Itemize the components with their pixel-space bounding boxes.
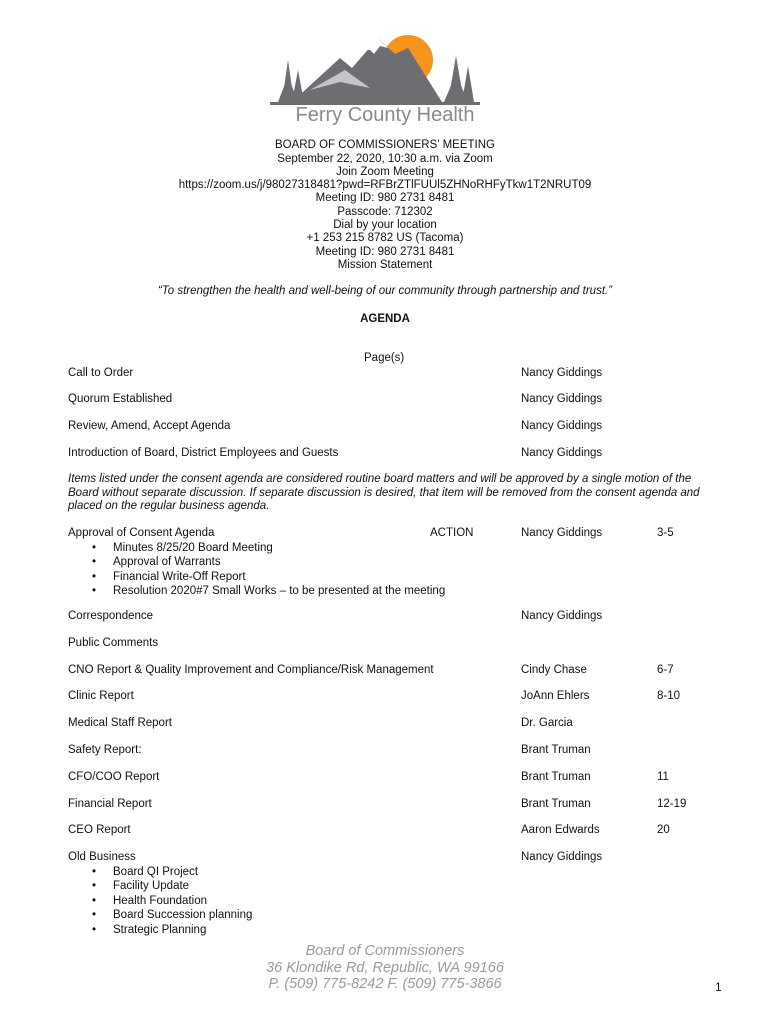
agenda-item-title: CEO Report — [68, 824, 131, 836]
mission-statement: “To strengthen the health and well-being of our community through partnership and trust.” — [157, 285, 613, 297]
page-number: 1 — [715, 980, 722, 994]
bullet-item: • Financial Write-Off Report — [68, 570, 445, 584]
agenda-item-title: Call to Order — [68, 367, 134, 379]
agenda-item-presenter: Cindy Chase — [521, 664, 587, 676]
agenda-item-presenter: Nancy Giddings — [521, 527, 603, 539]
agenda-item-pages: 12-19 — [657, 798, 687, 810]
bullet-item: • Approval of Warrants — [68, 555, 445, 569]
agenda-item-pages: 20 — [657, 824, 670, 836]
agenda-item-bullets — [68, 541, 445, 599]
agenda-item-presenter: Brant Truman — [521, 771, 591, 783]
zoom-link[interactable]: https://zoom.us/j/98027318481?pwd=RFBrZTlFUUl5ZHNoRHFyTkw1T2NRUT09 — [178, 179, 592, 191]
agenda-item-title: Quorum Established — [68, 393, 173, 405]
agenda-item-presenter: Nancy Giddings — [521, 420, 603, 432]
footer-line: 36 Klondike Rd, Republic, WA 99166 — [266, 960, 504, 976]
bullet-item: • Facility Update — [68, 879, 252, 893]
agenda-item-title: Introduction of Board, District Employees and Guests — [68, 447, 339, 459]
consent-agenda-note: Items listed under the consent agenda are considered routine board matters and will be approved by a single motion of the Board without separate discussion. If separate discussion is desired, that item will be removed from the consent agenda and placed on the regular business agenda. — [68, 473, 700, 512]
agenda-item-title: Clinic Report — [68, 690, 134, 702]
header-line: September 22, 2020, 10:30 a.m. via Zoom — [277, 153, 493, 165]
agenda-title: AGENDA — [360, 313, 410, 325]
agenda-item-title: CFO/COO Report — [68, 771, 160, 783]
agenda-item-title: Review, Amend, Accept Agenda — [68, 420, 231, 432]
agenda-item-title: Public Comments — [68, 637, 159, 649]
agenda-item-title: Safety Report: — [68, 744, 142, 756]
agenda-item-presenter: Nancy Giddings — [521, 367, 603, 379]
header-line: Meeting ID: 980 2731 8481 — [315, 192, 455, 204]
agenda-item-presenter: Nancy Giddings — [521, 447, 603, 459]
agenda-item-presenter: JoAnn Ehlers — [521, 690, 590, 702]
header-line: Join Zoom Meeting — [336, 166, 434, 178]
footer-line: P. (509) 775-8242 F. (509) 775-3866 — [268, 976, 502, 992]
header-line: Passcode: 712302 — [337, 206, 433, 218]
agenda-item-pages: 8-10 — [657, 690, 681, 702]
mountain-sun-icon — [270, 30, 480, 110]
bullet-item: • Minutes 8/25/20 Board Meeting — [68, 541, 445, 555]
agenda-item-title: Financial Report — [68, 798, 152, 810]
agenda-item-presenter: Brant Truman — [521, 798, 591, 810]
agenda-item-presenter: Brant Truman — [521, 744, 591, 756]
agenda-item-title: CNO Report & Quality Improvement and Compliance/Risk Management — [68, 664, 434, 676]
agenda-item-presenter: Nancy Giddings — [521, 393, 603, 405]
bullet-item: • Resolution 2020#7 Small Works – to be presented at the meeting — [68, 584, 445, 598]
agenda-item-presenter: Nancy Giddings — [521, 610, 603, 622]
agenda-item-action: ACTION — [430, 527, 474, 539]
agenda-item-title: Old Business — [68, 851, 136, 863]
agenda-item-bullets — [68, 865, 252, 937]
agenda-item-pages: 3-5 — [657, 527, 674, 539]
agenda-item-pages: 6-7 — [657, 664, 674, 676]
agenda-item-title: Correspondence — [68, 610, 154, 622]
agenda-item-title: Medical Staff Report — [68, 717, 172, 729]
bullet-item: • Board Succession planning — [68, 908, 252, 922]
agenda-item-presenter: Aaron Edwards — [521, 824, 600, 836]
agenda-item-title: Approval of Consent Agenda — [68, 527, 215, 539]
logo-text: Ferry County Health — [295, 104, 475, 126]
header-line: Mission Statement — [337, 259, 433, 271]
header-line: BOARD OF COMMISSIONERS’ MEETING — [274, 139, 495, 151]
header-line: Meeting ID: 980 2731 8481 — [315, 246, 455, 258]
logo — [270, 30, 480, 110]
agenda-item-pages: 11 — [657, 771, 669, 783]
header-line: +1 253 215 8782 US (Tacoma) — [306, 232, 464, 244]
footer-line: Board of Commissioners — [305, 943, 465, 959]
agenda-item-presenter: Dr. Garcia — [521, 717, 573, 729]
bullet-item: • Strategic Planning — [68, 923, 252, 937]
bullet-item: • Health Foundation — [68, 894, 252, 908]
pages-column-header: Page(s) — [364, 352, 405, 364]
bullet-item: • Board QI Project — [68, 865, 252, 879]
header-line: Dial by your location — [333, 219, 437, 231]
agenda-item-presenter: Nancy Giddings — [521, 851, 603, 863]
